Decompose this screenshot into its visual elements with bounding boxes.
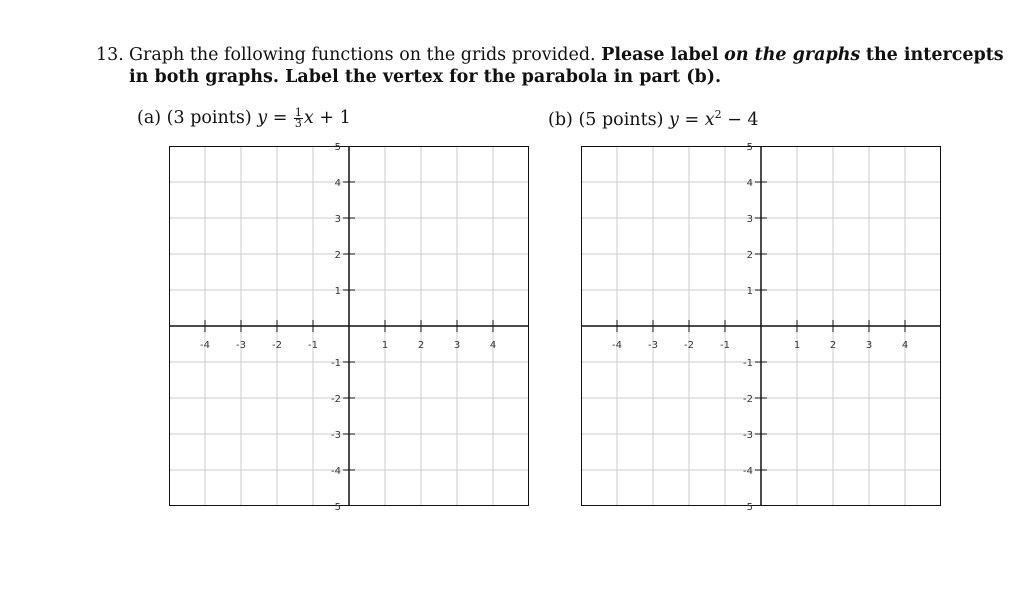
problem-line-1 (129, 44, 1004, 66)
grid-b-y-tick-label: 2 (746, 250, 753, 261)
part-b-exponent: 2 (714, 108, 722, 121)
grid-a-y-tick-label: 4 (334, 178, 341, 189)
grid-a-y-tick-label: 2 (334, 250, 341, 261)
grid-b-x-tick-label: 4 (901, 340, 909, 351)
grid-b-x-tick-label: 2 (829, 340, 837, 351)
part-b-points: (5 points) (578, 109, 664, 130)
grid-b[interactable] (581, 142, 941, 513)
part-a-var: x (303, 108, 314, 128)
grid-b-x-tick-label: -2 (684, 340, 694, 351)
grid-a-x-tick-label: -4 (200, 340, 210, 351)
problem-number: 13. (96, 45, 124, 65)
part-a-points: (3 points) (166, 108, 252, 128)
part-a-lhs: y (257, 108, 268, 128)
grid-a-y-tick-label: 1 (334, 286, 341, 297)
part-a-letter: (a) (137, 108, 162, 128)
part-b-label (548, 108, 759, 130)
grid-a-x-tick-label: 4 (489, 340, 497, 351)
instruction-bold-a: Please label (601, 45, 719, 65)
grid-a-svg[interactable] (169, 142, 529, 513)
grid-b-y-tick-label: -3 (743, 430, 753, 441)
grid-b-y-tick-label: 4 (746, 178, 753, 189)
grid-a-x-tick-label: 1 (381, 340, 389, 351)
grid-a-y-top-partial-label: 5 (334, 142, 341, 153)
part-b-letter: (b) (548, 109, 573, 130)
part-a-label (137, 108, 351, 129)
grid-b-x-tick-label: -4 (612, 340, 622, 351)
grid-a[interactable] (169, 142, 529, 513)
part-b-lhs: y (669, 109, 679, 130)
grid-a-y-tick-label: -2 (331, 394, 341, 405)
part-a-eq: = (267, 108, 293, 128)
instruction-plain: Graph the following functions on the grids provided. (129, 45, 596, 65)
grid-b-y-tick-label: -2 (743, 394, 753, 405)
grid-a-x-tick-label: 3 (453, 340, 461, 351)
grid-b-x-tick-label: 1 (793, 340, 801, 351)
grid-b-y-tick-label: -4 (743, 466, 753, 477)
grid-a-x-tick-label: -2 (272, 340, 282, 351)
instruction-bold-italic: on the graphs (724, 45, 861, 65)
grid-b-x-tick-label: -1 (720, 340, 730, 351)
grid-a-y-tick-label: -3 (331, 430, 341, 441)
problem-line-2: in both graphs. Label the vertex for the parabola in part (b). (129, 67, 722, 87)
part-a-tail: + 1 (313, 108, 351, 128)
instruction-bold-b: the intercepts (865, 45, 1004, 65)
grid-b-x-tick-label: -3 (648, 340, 658, 351)
part-b-tail: − 4 (721, 109, 759, 130)
fraction-numerator: 1 (294, 106, 302, 119)
fraction-denominator: 3 (294, 117, 302, 130)
grid-a-x-tick-label: -3 (236, 340, 246, 351)
grid-b-y-tick-label: 1 (746, 286, 753, 297)
grid-b-x-tick-label: 3 (865, 340, 873, 351)
grid-a-x-tick-label: 2 (417, 340, 425, 351)
grid-a-y-bottom-partial-label: 5 (334, 502, 341, 513)
grid-b-y-top-partial-label: 5 (746, 142, 753, 153)
part-b-var: x (704, 109, 715, 130)
part-b-eq: = (678, 109, 705, 130)
grid-a-y-tick-label: -4 (331, 466, 341, 477)
grid-a-y-tick-label: -1 (331, 358, 341, 369)
grid-b-y-bottom-partial-label: 5 (746, 502, 753, 513)
grid-a-y-tick-label: 3 (334, 214, 341, 225)
grid-a-x-tick-label: -1 (308, 340, 318, 351)
grid-b-svg[interactable] (581, 142, 941, 513)
grid-b-y-tick-label: -1 (743, 358, 753, 369)
part-a-fraction (294, 108, 303, 129)
grid-b-y-tick-label: 3 (746, 214, 753, 225)
